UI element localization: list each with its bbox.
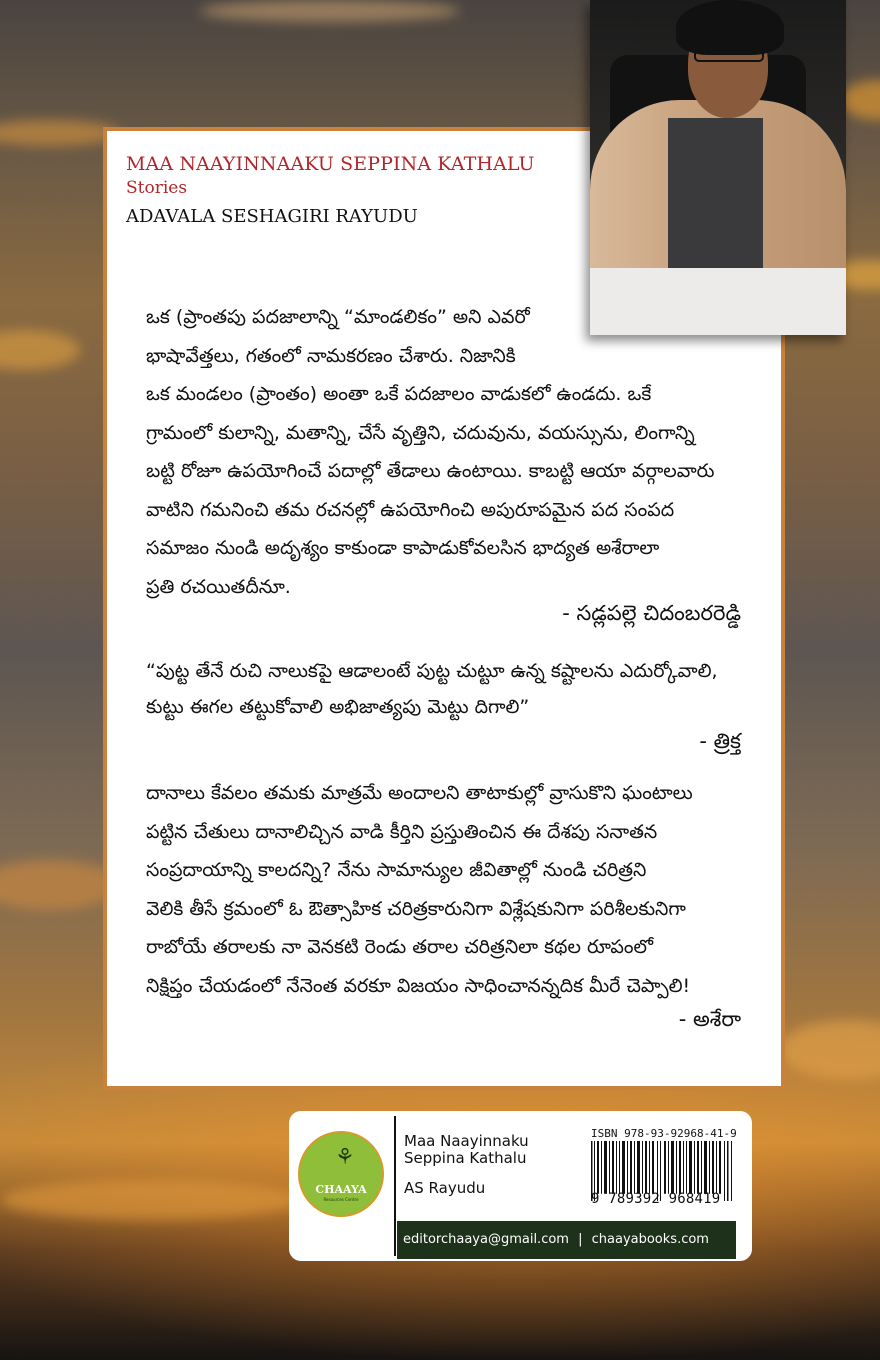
back-book-author: AS Rayudu [404, 1179, 486, 1197]
closing-paragraph [146, 774, 746, 1005]
paragraph-line: వెలికి తీసే క్రమంలో ఓ ఔత్సాహిక చరిత్రకారునిగా విశ్లేషకునిగా పరిశీలకునిగా [146, 897, 686, 920]
sky-cloud [0, 860, 120, 910]
paragraph-line: ఒక మండలం (ప్రాంతం) అంతా ఒకే పదజాలం వాడుకలో ఉండదు. ఒకే [146, 383, 652, 405]
sky-cloud [780, 1020, 880, 1080]
paragraph-line: ఒక (ప్రాంతపు పదజాలాన్ని “మాండలికం” అని ఎవరో [146, 306, 530, 328]
publisher-email: editorchaaya@gmail.com [403, 1232, 569, 1247]
sky-cloud [0, 1180, 300, 1220]
publisher-logo-subtext: Resources Centre [323, 1197, 359, 1202]
author-name: ADAVALA SESHAGIRI RAYUDU [126, 206, 418, 227]
paragraph-line: భాషావేత్తలు, గతంలో నామకరణం చేశారు. నిజానికి [146, 344, 516, 367]
book-subtitle: Stories [126, 178, 188, 198]
paragraph-line: గ్రామంలో కులాన్ని, మతాన్ని, చేసే వృత్తిని, చదువును, వయస్సును, లింగాన్ని [146, 421, 695, 444]
publisher-logo-text: CHAAYA [315, 1183, 367, 1196]
publisher-website: chaayabooks.com [591, 1232, 709, 1247]
contact-separator: | [578, 1232, 583, 1247]
photo-shirt [668, 118, 763, 273]
figure-icon: ⚘ [335, 1145, 355, 1170]
sky-cloud [840, 80, 880, 120]
contact-bar [397, 1221, 736, 1259]
signature-2: - త్రిక్త [699, 729, 741, 753]
paragraph-line: వాటిని గమనించి తమ రచనల్లో ఉపయోగించి అపురూపమైన పద సంపద [146, 498, 675, 521]
book-title-heading: MAA NAAYINNAAKU SEPPINA KATHALU [126, 153, 535, 175]
back-cover-info-box [289, 1111, 752, 1261]
paragraph-line: సంప్రదాయాన్ని కాలదన్ని? నేను సామాన్యుల జీవితాల్లో నుండి చరిత్రని [146, 859, 647, 881]
isbn-digits: 9 789392 968419 [591, 1191, 721, 1207]
publisher-logo [298, 1131, 384, 1217]
author-photo [590, 0, 846, 335]
quote-line: “పుట్ట తేనే రుచి నాలుకపై ఆడాలంటే పుట్ట చుట్టూ ఉన్న కష్టాలను ఎదుర్కోవాలి, [146, 660, 718, 682]
paragraph-line: దానాలు కేవలం తమకు మాత్రమే అందాలని తాటాకుల్లో వ్రాసుకొని ఘంటాలు [146, 782, 693, 804]
isbn-label: ISBN 978-93-92968-41-9 [591, 1127, 737, 1140]
back-book-title [404, 1133, 529, 1167]
back-book-title-line: Seppina Kathalu [404, 1149, 527, 1167]
sky-cloud [0, 330, 80, 370]
paragraph-line: పట్టిన చేతులు దానాలిచ్చిన వాడి కీర్తిని ప్రస్తుతించిన ఈ దేశపు సనాతన [146, 820, 658, 843]
intro-paragraph [146, 298, 746, 606]
sky-cloud [200, 0, 460, 22]
signature-3: - అశేరా [678, 1007, 741, 1031]
sky-cloud [0, 120, 120, 146]
paragraph-line: రాబోయే తరాలకు నా వెనకటి రెండు తరాల చరిత్రనిలా కథల రూపంలో [146, 936, 654, 958]
quote-line: కుట్టు ఈగల తట్టుకోవాలి అభిజాత్యపు మెట్టు దిగాలి” [146, 696, 530, 718]
divider [394, 1116, 396, 1256]
photo-pants [590, 268, 846, 335]
photo-hair [676, 0, 784, 55]
back-book-title-line: Maa Naayinnaku [404, 1132, 529, 1150]
quote-block [146, 653, 746, 725]
paragraph-line: బట్టి రోజూ ఉపయోగించే పదాల్లో తేడాలు ఉంటాయి. కాబట్టి ఆయా వర్గాలవారు [146, 460, 715, 482]
photo-glasses [694, 48, 764, 62]
paragraph-line: ప్రతి రచయితదీనూ. [146, 575, 291, 598]
signature-1: - సడ్లపల్లె చిదంబరరెడ్డి [562, 601, 741, 625]
paragraph-line: సమాజం నుండి అదృశ్యం కాకుండా కాపాడుకోవలసిన భాద్యత అశేరాలా [146, 537, 660, 559]
paragraph-line: నిక్షిప్తం చేయడంలో నేనెంత వరకూ విజయం సాధించానన్నదిక మీరే చెప్పాలి! [146, 974, 691, 997]
